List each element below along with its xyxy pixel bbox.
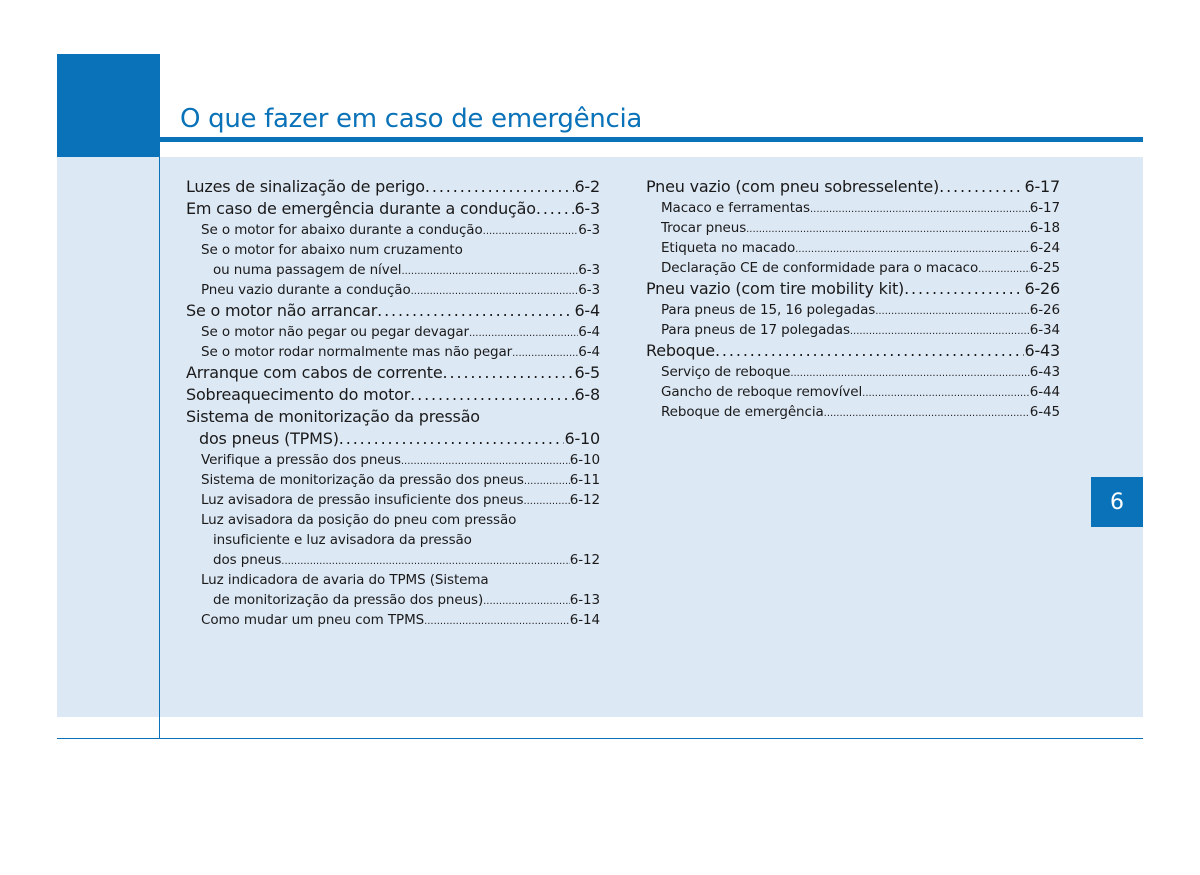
toc-entry-label: Verifique a pressão dos pneus	[201, 452, 401, 468]
bottom-rule	[57, 738, 1143, 739]
dot-leader	[862, 382, 1030, 404]
toc-entry-label: Declaração CE de conformidade para o macaco	[661, 260, 979, 276]
toc-subentry-line[interactable]: Luz indicadora de avaria do TPMS (Sistema	[201, 572, 489, 588]
toc-entry-label: Se o motor rodar normalmente mas não pegar	[201, 344, 513, 360]
toc-entry[interactable]	[186, 362, 600, 384]
toc-entry-label: Sistema de monitorização da pressão dos pneus	[201, 472, 524, 488]
toc-entry-label: Pneu vazio (com tire mobility kit)	[646, 279, 905, 298]
toc-entry-page: 6-43	[1024, 341, 1060, 360]
toc-entry-page: 6-4	[578, 324, 600, 340]
toc-entry[interactable]	[646, 176, 1060, 198]
toc-subentry[interactable]	[646, 198, 1060, 218]
toc-entry-page: 6-3	[578, 222, 600, 238]
dot-leader	[410, 384, 574, 406]
toc-entry[interactable]	[646, 340, 1060, 362]
toc-entry-page: 6-17	[1029, 200, 1060, 216]
toc-entry-page: 6-43	[1029, 364, 1060, 380]
toc-entry-page: 6-25	[1029, 260, 1060, 276]
toc-entry-label: Se o motor for abaixo durante a condução	[201, 222, 483, 238]
toc-entry-page: 6-17	[1024, 177, 1060, 196]
dot-leader	[483, 590, 570, 612]
toc-subentry[interactable]	[646, 362, 1060, 382]
toc-entry-label: Trocar pneus	[661, 220, 747, 236]
toc-entry-page: 6-8	[574, 385, 600, 404]
toc-entry[interactable]	[646, 278, 1060, 300]
toc-entry[interactable]	[186, 384, 600, 406]
toc-subentry[interactable]	[186, 260, 600, 280]
dot-leader	[469, 322, 578, 344]
toc-entry-page: 6-24	[1029, 240, 1060, 256]
toc-entry-page: 6-11	[569, 472, 600, 488]
toc-entry-page: 6-4	[574, 301, 600, 320]
toc-entry-page: 6-10	[569, 452, 600, 468]
dot-leader	[810, 198, 1030, 220]
toc-entry-page: 6-3	[578, 282, 600, 298]
dot-leader	[875, 300, 1030, 322]
toc-entry-page: 6-4	[578, 344, 600, 360]
dot-leader	[523, 490, 569, 512]
dot-leader	[795, 238, 1030, 260]
toc-entry-label: Etiqueta no macado	[661, 240, 796, 256]
toc-subentry[interactable]	[186, 342, 600, 362]
toc-entry-page: 6-45	[1029, 404, 1060, 420]
toc-entry-label: Se o motor não arrancar	[186, 301, 378, 320]
dot-leader	[746, 218, 1030, 240]
toc-entry-label: ou numa passagem de nível	[213, 262, 402, 278]
dot-leader	[850, 320, 1030, 342]
toc-subentry[interactable]	[646, 300, 1060, 320]
toc-subentry[interactable]	[186, 470, 600, 490]
chapter-number: 6	[1110, 489, 1124, 515]
dot-leader	[425, 176, 575, 198]
toc-entry[interactable]	[186, 176, 600, 198]
toc-subentry[interactable]	[646, 382, 1060, 402]
toc-entry-page: 6-34	[1029, 322, 1060, 338]
dot-leader	[483, 220, 579, 242]
dot-leader	[512, 342, 578, 364]
toc-entry-label: Reboque de emergência	[661, 404, 824, 420]
toc-subentry[interactable]	[186, 590, 600, 610]
toc-entry-label: Macaco e ferramentas	[661, 200, 810, 216]
toc-subentry[interactable]	[646, 258, 1060, 278]
toc-entry[interactable]	[186, 300, 600, 322]
dot-leader	[904, 278, 1024, 300]
toc-entry-page: 6-10	[564, 429, 600, 448]
toc-subentry-line[interactable]: insuficiente e luz avisadora da pressão	[213, 532, 472, 548]
toc-subentry-line[interactable]: Se o motor for abaixo num cruzamento	[201, 242, 463, 258]
toc-entry-label: Para pneus de 17 polegadas	[661, 322, 850, 338]
dot-leader	[401, 450, 570, 472]
toc-entry-label: dos pneus (TPMS)	[199, 429, 339, 448]
chapter-title: O que fazer em caso de emergência	[180, 104, 643, 134]
toc-subentry[interactable]	[186, 322, 600, 342]
toc-entry-page: 6-14	[569, 612, 600, 628]
toc-entry-label: Reboque	[646, 341, 715, 360]
toc-entry-label: Pneu vazio durante a condução	[201, 282, 411, 298]
dot-leader	[339, 428, 565, 450]
dot-leader	[377, 300, 574, 322]
toc-entry-page: 6-12	[569, 492, 600, 508]
toc-subentry[interactable]	[646, 238, 1060, 258]
dot-leader	[443, 362, 575, 384]
dot-leader	[978, 258, 1030, 280]
toc-column-left	[186, 176, 600, 630]
toc-entry[interactable]	[186, 198, 600, 220]
chapter-color-block	[57, 54, 160, 157]
toc-subentry[interactable]	[186, 490, 600, 510]
vertical-margin-rule	[159, 54, 160, 738]
toc-entry-label: Sobreaquecimento do motor	[186, 385, 411, 404]
toc-entry-page: 6-44	[1029, 384, 1060, 400]
toc-entry-page: 6-3	[574, 199, 600, 218]
toc-entry-label: Para pneus de 15, 16 polegadas	[661, 302, 876, 318]
dot-leader	[939, 176, 1024, 198]
toc-subentry[interactable]	[186, 610, 600, 630]
dot-leader	[790, 362, 1029, 384]
title-underline-rule	[160, 137, 1143, 142]
toc-entry-label: Pneu vazio (com pneu sobresselente)	[646, 177, 940, 196]
dot-leader	[424, 610, 570, 632]
toc-entry-page: 6-12	[569, 552, 600, 568]
toc-entry-page: 6-26	[1029, 302, 1060, 318]
toc-entry-label: Serviço de reboque	[661, 364, 791, 380]
toc-entry-label: dos pneus	[213, 552, 282, 568]
toc-entry-label: de monitorização da pressão dos pneus)	[213, 592, 484, 608]
dot-leader	[824, 402, 1030, 424]
dot-leader	[715, 340, 1025, 362]
toc-entry-label: Arranque com cabos de corrente	[186, 363, 443, 382]
toc-entry-page: 6-13	[569, 592, 600, 608]
toc-entry-label: Luzes de sinalização de perigo	[186, 177, 425, 196]
toc-entry-page: 6-3	[578, 262, 600, 278]
toc-subentry[interactable]	[646, 402, 1060, 422]
chapter-tab[interactable]	[1091, 477, 1143, 527]
toc-subentry[interactable]	[186, 280, 600, 300]
toc-subentry[interactable]	[186, 450, 600, 470]
toc-entry-label: Luz avisadora de pressão insuficiente dos pneus	[201, 492, 524, 508]
toc-entry-label: Gancho de reboque removível	[661, 384, 863, 400]
toc-subentry-line[interactable]: Luz avisadora da posição do pneu com pressão	[201, 512, 517, 528]
toc-entry-line[interactable]: Sistema de monitorização da pressão	[186, 407, 480, 426]
dot-leader	[411, 280, 579, 302]
toc-subentry[interactable]	[646, 320, 1060, 340]
toc-subentry[interactable]	[646, 218, 1060, 238]
dot-leader	[524, 470, 570, 492]
dot-leader	[401, 260, 578, 282]
toc-subentry[interactable]	[186, 220, 600, 240]
toc-subentry[interactable]	[186, 550, 600, 570]
dot-leader	[536, 198, 575, 220]
toc-entry-page: 6-26	[1024, 279, 1060, 298]
dot-leader	[281, 550, 569, 572]
toc-entry[interactable]	[186, 428, 600, 450]
toc-column-right	[646, 176, 1060, 422]
toc-entry-label: Em caso de emergência durante a condução	[186, 199, 536, 218]
toc-entry-page: 6-2	[574, 177, 600, 196]
toc-entry-label: Se o motor não pegar ou pegar devagar	[201, 324, 469, 340]
toc-entry-page: 6-18	[1029, 220, 1060, 236]
toc-entry-page: 6-5	[574, 363, 600, 382]
toc-entry-label: Como mudar um pneu com TPMS	[201, 612, 425, 628]
